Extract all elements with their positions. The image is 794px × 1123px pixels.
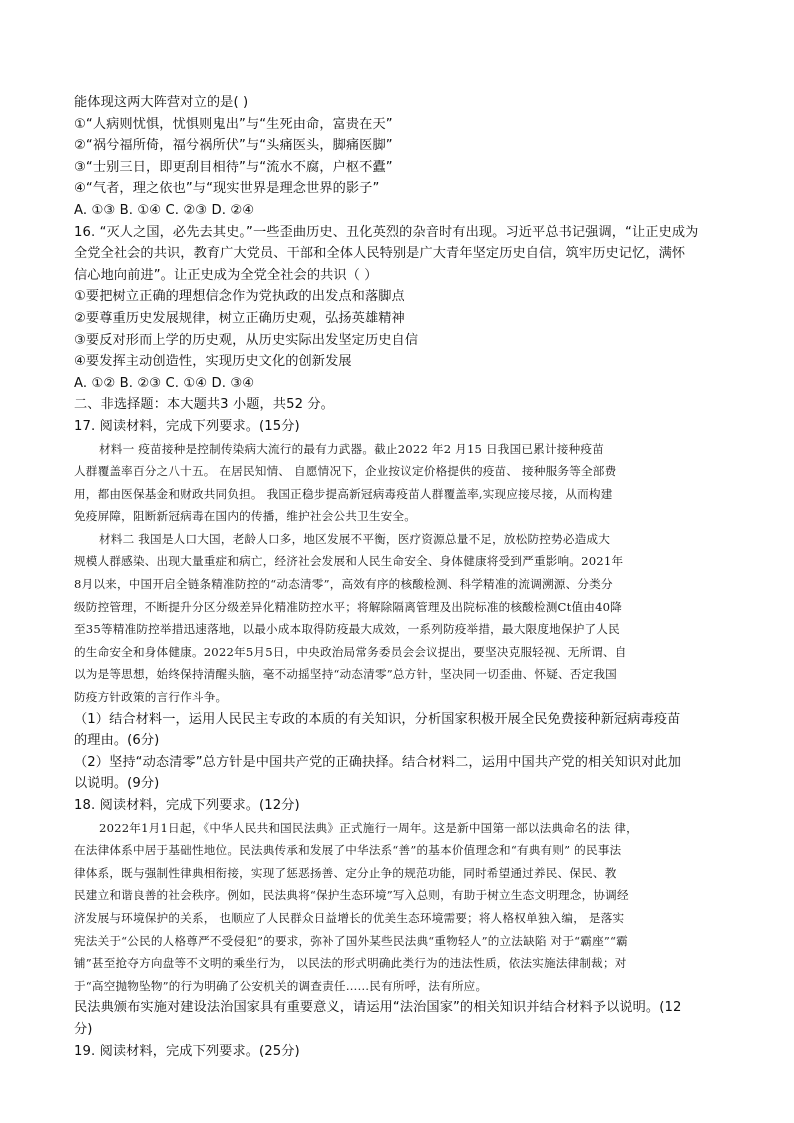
q15-stem-tail: 能体现这两大阵营对立的是( ) [74,95,249,110]
q17-material-2-line-2: 规模人群感染、出现大量重症和病亡，经济社会发展和人民生命安全、身体健康将受到严重影响。2021年 [74,554,624,569]
q16-choices: A. ①② B. ②③ C. ①④ D. ③④ [74,375,255,391]
q15-option-3: ③“士别三日，即更刮目相待”与“流水不腐，户枢不蠹” [74,159,393,175]
q17-sub2-line-2: 以说明。(9分) [74,776,160,792]
q15-choices: A. ①③ B. ①④ C. ②③ D. ②④ [74,202,255,218]
q19-title: 19. 阅读材料，完成下列要求。(25分) [74,1043,300,1059]
q17-material-2-line-3: 8月以来，中国开启全链条精准防控的“动态清零”，高效有序的核酸检测、科学精准的流调溯源、分类分 [74,577,613,592]
q18-material-line-2: 在法律体系中居于基础性地位。民法典传承和发展了中华法系“善”的基本价值理念和“有典有则” 的民事法 [74,843,622,858]
q17-material-2-line-5: 至35等精准防控举措迅速落地，以最小成本取得防疫最大成效，一系列防疫举措，最大限度地保护了人民 [74,622,620,637]
q16-option-3: ③要反对形而上学的历史观，从历史实际出发坚定历史自信 [74,332,419,348]
q17-title: 17. 阅读材料，完成下列要求。(15分) [74,418,300,434]
q17-material-1-line-2: 人群覆盖率百分之八十五。 在居民知情、 自愿情况下，企业按议定价格提供的疫苗、 接种服务等全部费 [74,464,617,479]
section-2-heading: 二、非选择题：本大题共3 小题，共52 分。 [74,397,334,413]
page-content [74,92,724,1062]
q18-title: 18. 阅读材料，完成下列要求。(12分) [74,798,300,813]
q17-sub2-line-1: （2）坚持“动态清零”总方针是中国共产党的正确抉择。结合材料二，运用中国共产党的相关知识对此加 [74,754,681,770]
q16-stem-line-1: 16. “灭人之国，必先去其史。”一些歪曲历史、丑化英烈的杂音时有出现。习近平总书记强调，“让正史成为 [74,224,699,240]
q17-material-2-line-1: 材料二 我国是人口大国，老龄人口多，地区发展不平衡，医疗资源总量不足，放松防控势必造成大 [99,531,611,546]
q17-sub1-line-1: （1）结合材料一，运用人民民主专政的本质的有关知识，分析国家积极开展全民免费接种新冠病毒疫苗 [74,711,681,727]
q18-material-line-8: 于“高空抛物坠物”的行为明确了公安机关的调查责任……民有所呼，法有所应。 [74,978,488,993]
q18-material-line-7: 铺”甚至抢夺方向盘等不文明的乘坐行为， 以民法的形式明确此类行为的违法性质，依法实施法律制裁；对 [74,956,627,971]
q18-material-line-4: 民建立和谐良善的社会秩序。例如，民法典将“保护生态环境”写入总则，有助于树立生态文明理念，协调经 [74,888,629,903]
q17-material-1-line-4: 免疫屏障，阻断新冠病毒在国内的传播，维护社会公共卫生安全。 [74,509,417,524]
q16-stem-line-2: 全党全社会的共识，教育广大党员、干部和全体人民特别是广大青年坚定历史自信，筑牢历史记忆，满怀 [74,246,686,262]
q17-material-2-line-8: 防疫方针政策的言行作斗争。 [74,690,228,705]
q15-option-1: ①“人病则忧惧，忧惧则鬼出”与“生死由命，富贵在天” [74,116,393,132]
q18-material-line-6: 宪法关于“公民的人格尊严不受侵犯”的要求，弥补了国外某些民法典“重物轻人”的立法缺陷 对于“霸座”“霸 [74,933,628,948]
q17-sub1-line-2: 的理由。(6分) [74,733,160,749]
q16-option-2: ②要尊重历史发展规律，树立正确历史观，弘扬英雄精神 [74,310,405,326]
q15-option-2: ②“祸兮福所倚，福兮祸所伏”与“头痛医头，脚痛医脚” [74,138,393,154]
q18-material-line-5: 济发展与环境保护的关系， 也顺应了人民群众日益增长的优美生态环境需要；将人格权单独入编， 是落实 [74,910,625,925]
q16-option-4: ④要发挥主动创造性，实现历史文化的创新发展 [74,354,352,370]
q18-question-line-1: 民法典颁布实施对建设法治国家具有重要意义，请运用“法治国家”的相关知识并结合材料予以说明。(12 [74,1000,682,1016]
q17-material-1-line-1: 材料一 疫苗接种是控制传染病大流行的最有力武器。截止2022 年2 月15 日我国已累计接种疫苗 [99,441,604,456]
q17-material-2-line-7: 以为是等思想，始终保持清醒头脑，毫不动摇坚持“动态清零”总方针，坚决同一切歪曲、怀疑、否定我国 [74,667,617,682]
q17-material-1-line-3: 用，都由医保基金和财政共同负担。 我国正稳步提高新冠病毒疫苗人群覆盖率,实现应接尽接，从而构建 [74,486,613,501]
q15-option-4: ④“气者，理之依也”与“现实世界是理念世界的影子” [74,181,380,197]
q18-question-line-2: 分) [74,1021,93,1037]
q17-material-2-line-4: 级防控管理，不断提升分区分级差异化精准防控水平；将解除隔离管理及出院标准的核酸检测Ct值由40降 [74,599,623,614]
q16-stem-line-3: 信心地向前进”。让正史成为全党全社会的共识（ ） [74,267,378,283]
q16-option-1: ①要把树立正确的理想信念作为党执政的出发点和落脚点 [74,289,405,305]
q18-material-line-1: 2022年1月1日起，《中华人民共和国民法典》正式施行一周年。这是新中国第一部以法典命名的法 律， [99,820,638,835]
q18-material-line-3: 律体系，既与强制性律典相衔接，实现了惩恶扬善、定分止争的规范功能，同时希望通过养民、保民、教 [74,865,617,880]
q17-material-2-line-6: 的生命安全和身体健康。2022年5月5日，中央政治局常务委员会会议提出，要坚决克服轻视、无所谓、自 [74,644,627,659]
